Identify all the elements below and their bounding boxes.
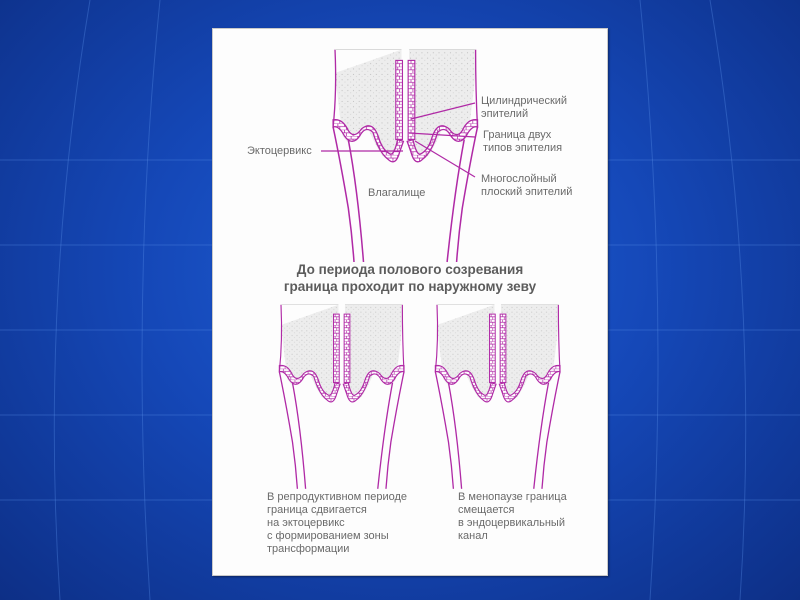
reproductive-cervix-diagram [279, 305, 404, 489]
caption-menopause: В менопаузе граница смещается в эндоцервикальный канал [458, 491, 567, 542]
diagram-heading: До периода полового созревания граница проходит по наружному зеву [283, 262, 537, 294]
label-ectocervix: Эктоцервикс [247, 145, 312, 157]
diagram-card [212, 28, 608, 576]
label-epithelium-boundary: Граница двух типов эпителия [483, 129, 563, 154]
label-vagina: Влагалище [368, 187, 426, 199]
label-squamous-epithelium: Многослойный плоский эпителий [481, 173, 573, 198]
menopause-cervix-diagram [435, 305, 560, 489]
top-cervix-diagram [333, 50, 477, 262]
caption-reproductive: В репродуктивном периоде граница сдвигается на эктоцервикс с формированием зоны трансформации [267, 491, 408, 555]
label-columnar-epithelium: Цилиндрический эпителий [481, 95, 568, 120]
